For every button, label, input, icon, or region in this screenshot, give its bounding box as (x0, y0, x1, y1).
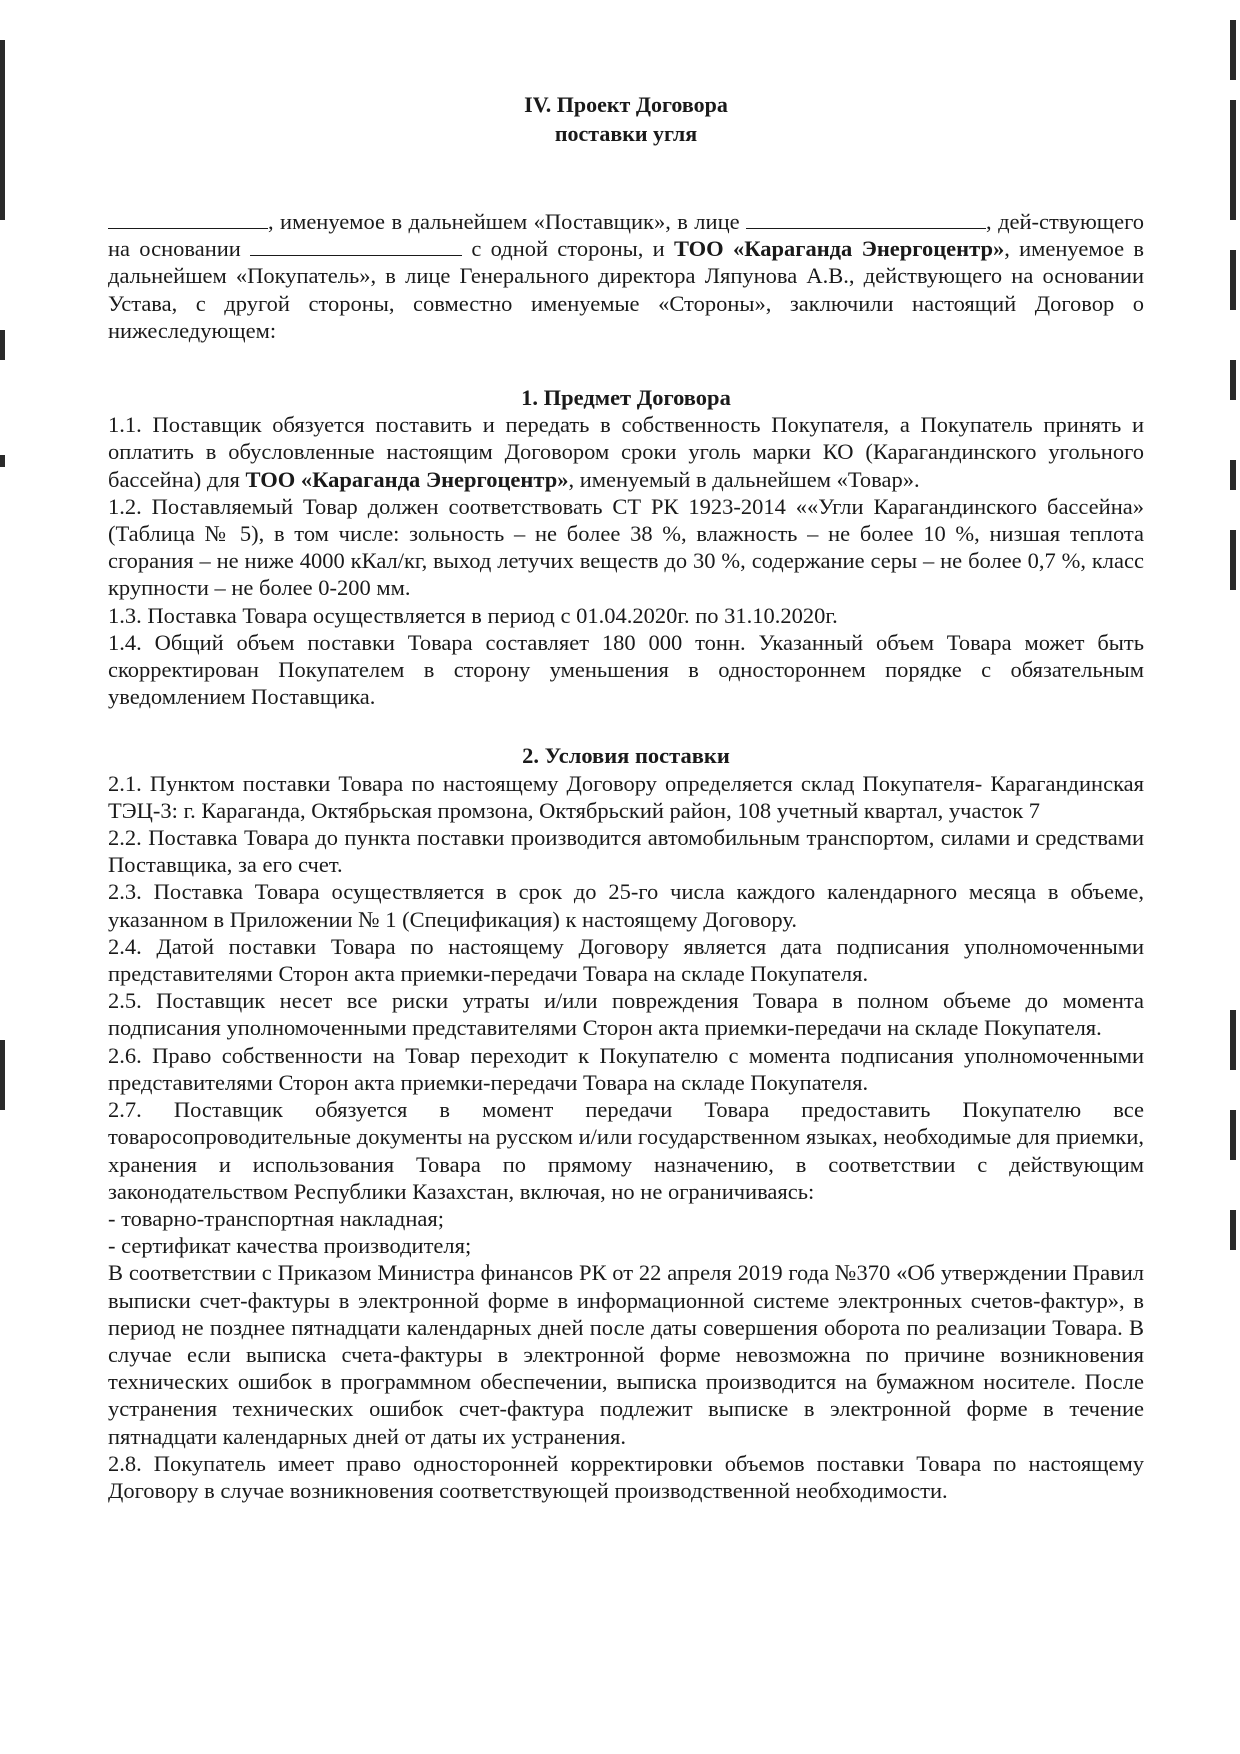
document-page (108, 90, 1144, 1504)
buyer-name: ТОО «Караганда Энергоцентр» (673, 236, 1005, 262)
clause-1-3: 1.3. Поставка Товара осуществляется в период с 01.04.2020г. по 31.10.2020г. (108, 602, 838, 628)
preamble-text-3: с одной стороны, и (471, 236, 665, 262)
clause-1-1-text: 1.1. Поставщик обязуется поставить и передать в собственность Покупателя, а Покупатель принять и оплатить в обусловленные настоящим Договором сроки уголь марки КО (Карагандинского угольного бассейна) для (108, 412, 1144, 492)
clause-1-4: 1.4. Общий объем поставки Товара составляет 180 000 тонн. Указанный объем Товара может быть скорректирован Покупателем в сторону уменьшения в одностороннем порядке с обязательным уведомлением Поставщика. (108, 629, 1144, 710)
clause-2-8: 2.8. Покупатель имеет право односторонней корректировки объемов поставки Товара по настоящему Договору в случае возникновения соответствующей производственной необходимости. (108, 1450, 1144, 1503)
title-line-1: IV. Проект Договора (524, 92, 728, 117)
clause-2-7: 2.7. Поставщик обязуется в момент передачи Товара предоставить Покупателю все товаросопроводительные документы на русском и/или государственном языках, необходимые для приемки, хранения и использования Товара по прямому назначению, в соответствии с действующим законодательством Республики Казахстан, включая, но не ограничиваясь: (108, 1097, 1144, 1204)
preamble-text-2: , дей-ствующего на основании (108, 209, 1145, 262)
clause-2-4: 2.4. Датой поставки Товара по настоящему Договору является дата подписания уполномоченными представителями Сторон акта приемки-передачи Товара на складе Покупателя. (108, 933, 1144, 987)
basis-blank (250, 237, 462, 256)
preamble (108, 208, 1144, 344)
section-2-title: 2. Условия поставки (522, 743, 730, 769)
clause-1-2: 1.2. Поставляемый Товар должен соответствовать СТ РК 1923-2014 ««Угли Карагандинского бассейна» (Таблица № 5), в том числе: зольность – не более 38 %, влажность – не более 10 %, низшая теплота сгорания – не ниже 4000 кКал/кг, выход летучих веществ до 30 %, содержание серы – не более 0,7 %, класс крупности – не более 0-200 мм. (108, 493, 1144, 601)
clause-2-5: 2.5. Поставщик несет все риски утраты и/или повреждения Товара в полном объеме до момента подписания уполномоченными представителями Сторон акта приемки-передачи на складе Покупателя. (108, 988, 1144, 1041)
clause-2-6: 2.6. Право собственности на Товар переходит к Покупателю с момента подписания уполномоченными представителями Сторон акта приемки-передачи Товара на складе Покупателя. (108, 1042, 1144, 1095)
clause-2-2: 2.2. Поставка Товара до пункта поставки производится автомобильным транспортом, силами и средствами Поставщика, за его счет. (108, 825, 1144, 878)
title-line-2: поставки угля (554, 121, 698, 146)
clause-2-1: 2.1. Пунктом поставки Товара по настоящему Договору определяется склад Покупателя- Карагандинская ТЭЦ-3: г. Караганда, Октябрьская промзона, Октябрьский район, 108 учетный квартал, участок 7 (108, 770, 1144, 823)
clause-1-1 (108, 411, 1144, 493)
clause-1-1-end: , именуемый в дальнейшем «Товар». (568, 466, 920, 492)
clause-1-1-buyer: ТОО «Караганда Энергоцентр» (245, 466, 569, 492)
scan-edge-left (0, 0, 10, 1754)
preamble-text-1: , именуемое в дальнейшем «Поставщик», в лице (268, 209, 740, 234)
preamble-text-4: , именуемое в дальнейшем «Покупатель», в лице Генерального директора Ляпунова А.В., действующего на основании Устава, с другой стороны, совместно именуемые «Стороны», заключили настоящий Договор о нижеследующем: (108, 236, 1145, 343)
clause-2-7-invoice: В соответствии с Приказом Министра финансов РК от 22 апреля 2019 года №370 «Об утверждении Правил выписки счет-фактуры в электронной форме в информационной системе электронных счетов-фактур», в период не позднее пятнадцати календарных дней после даты совершения оборота по реализации Товара. В случае если выписка счета-фактуры в электронной форме невозможна по причине возникновения технических ошибок в программном обеспечении, выписка производится на бумажном носителе. После устранения технических ошибок счет-фактура подлежит выписке в электронной форме в течение пятнадцати календарных дней от даты их устранения. (108, 1260, 1144, 1449)
clause-2-3: 2.3. Поставка Товара осуществляется в срок до 25-го числа каждого календарного месяца в объеме, указанном в Приложении № 1 (Спецификация) к настоящему Договору. (108, 879, 1144, 932)
supplier-name-blank (108, 210, 268, 229)
section-1-title: 1. Предмет Договора (521, 385, 731, 411)
document-title (108, 90, 1144, 148)
scan-edge-right (1218, 0, 1240, 1754)
representative-blank (746, 210, 986, 229)
list-item-certificate: - сертификат качества производителя; (108, 1233, 472, 1259)
list-item-waybill: - товарно-транспортная накладная; (108, 1205, 444, 1231)
